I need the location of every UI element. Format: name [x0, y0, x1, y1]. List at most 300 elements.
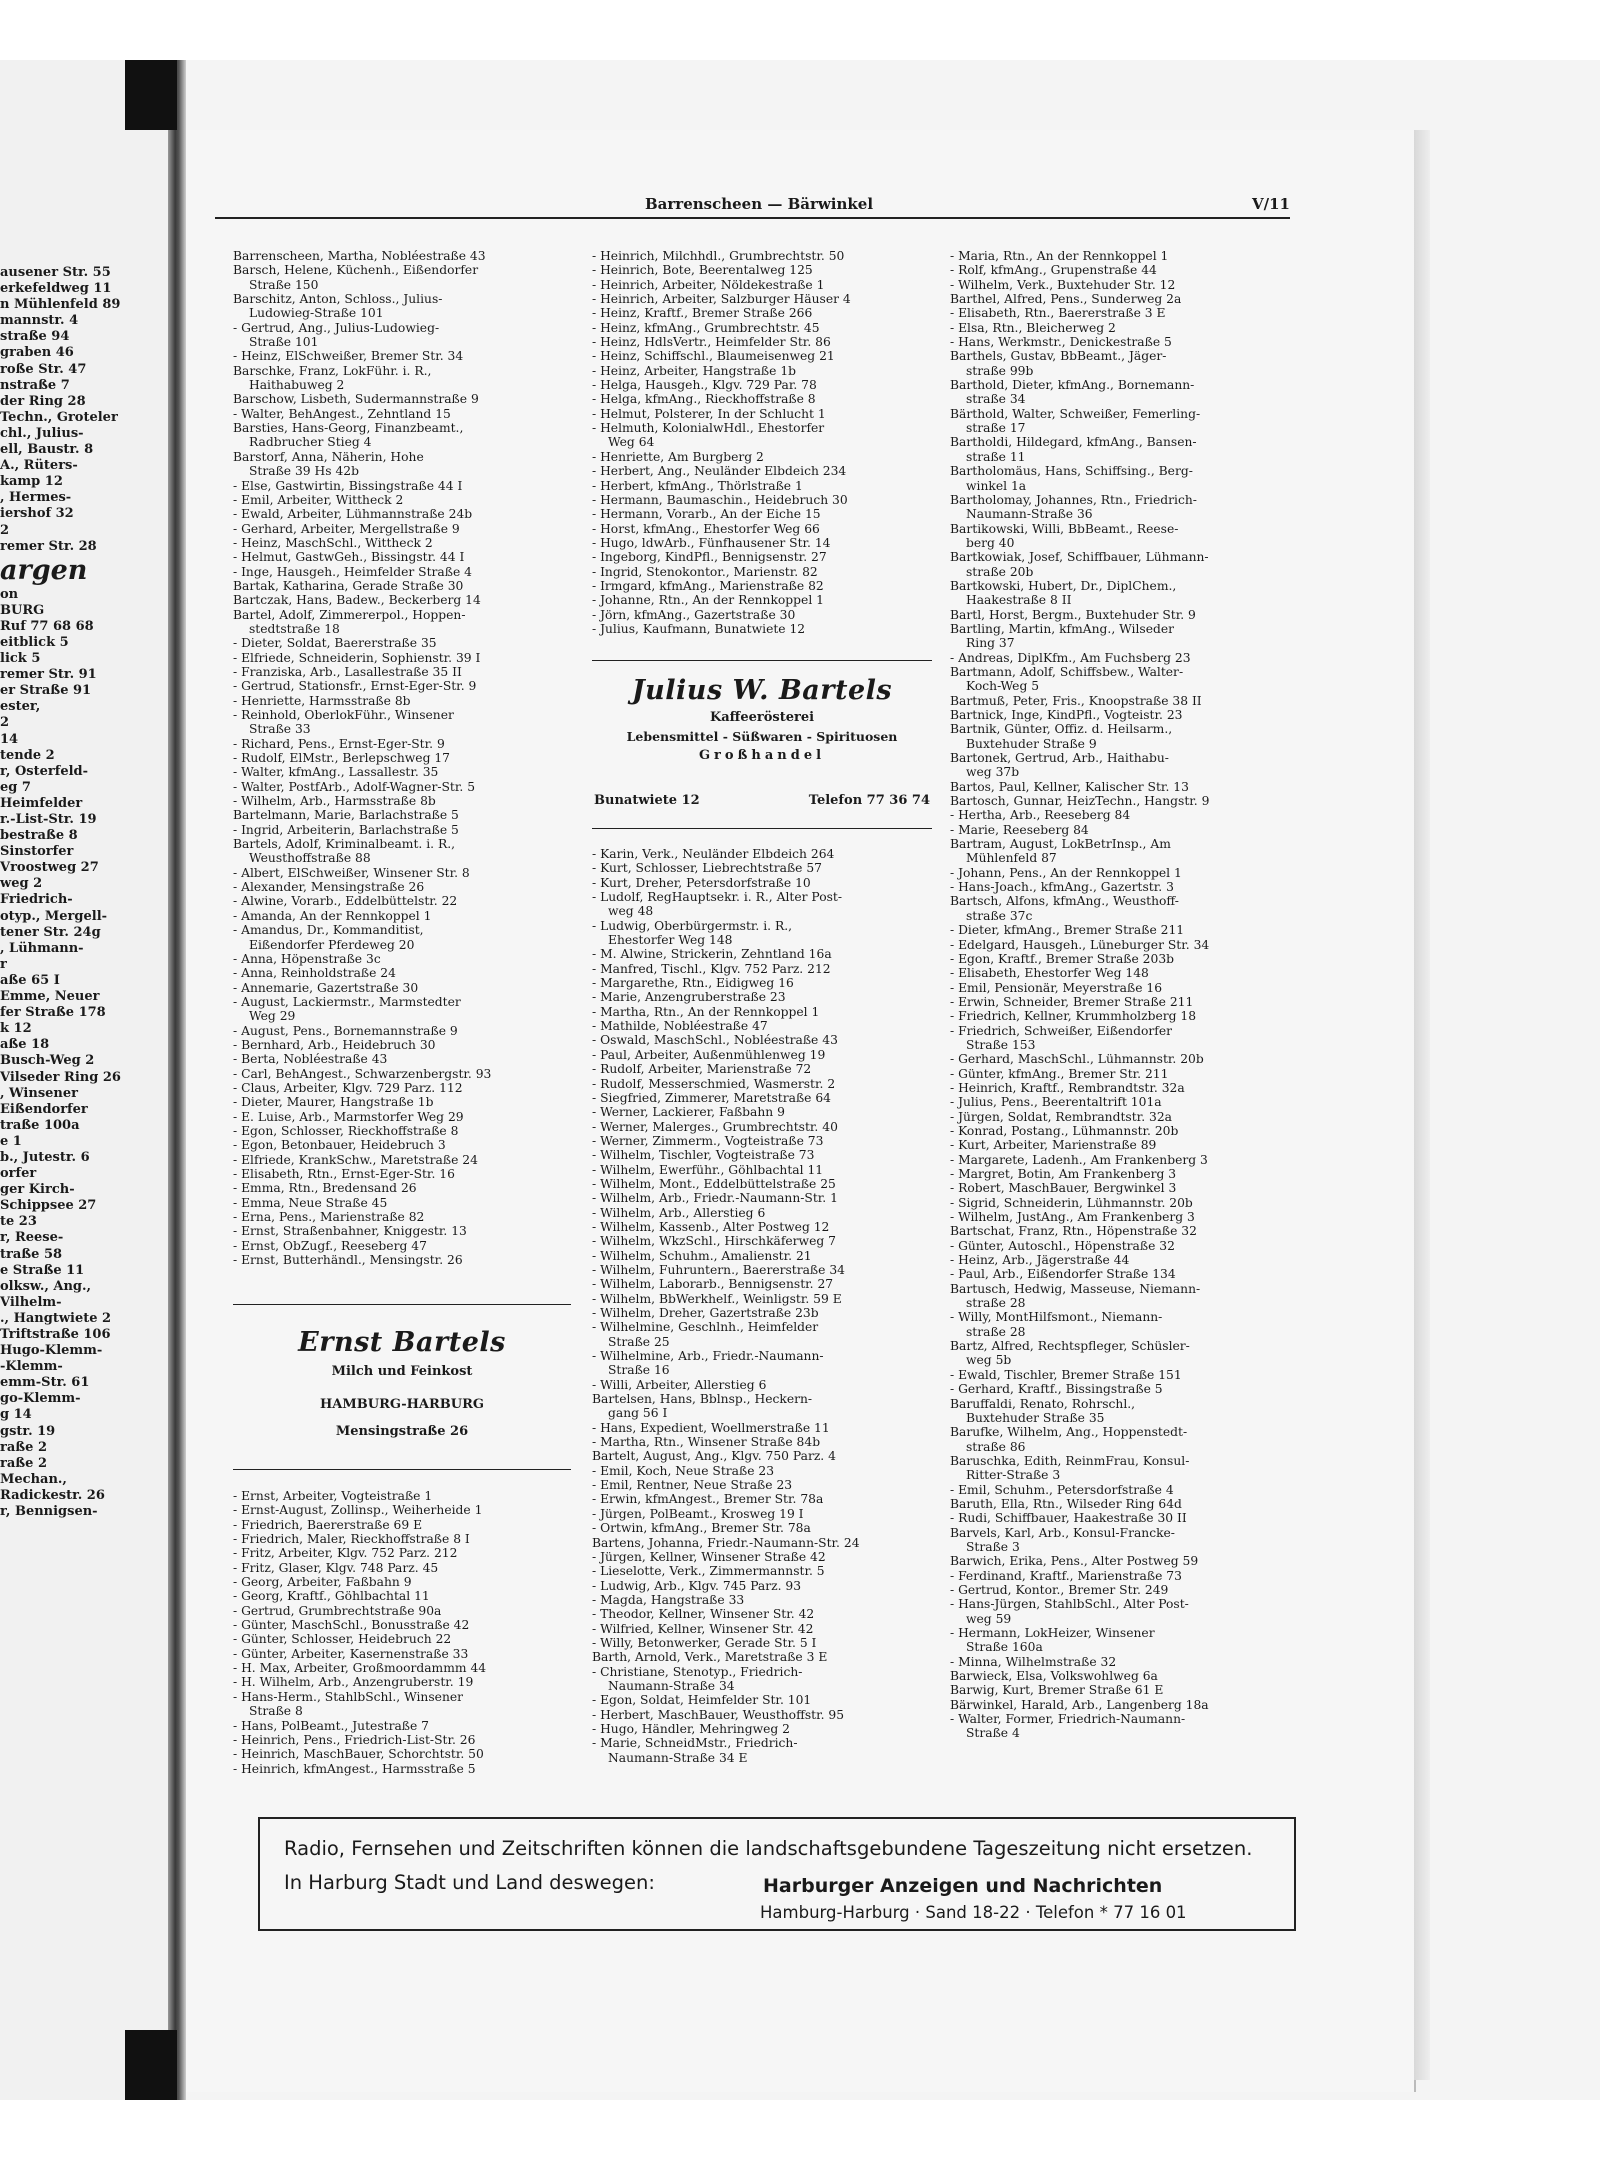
left-page-line: bestraße 8	[0, 828, 78, 844]
left-page-text	[0, 265, 170, 1520]
directory-entry: - Paul, Arb., Eißendorfer Straße 134	[950, 1267, 1176, 1282]
directory-entry: Bartosch, Gunnar, HeizTechn., Hangstr. 9	[950, 794, 1210, 809]
directory-entry: - Günter, Autoschl., Höpenstraße 32	[950, 1238, 1175, 1253]
directory-entry: - Dieter, kfmAng., Bremer Straße 211	[950, 923, 1185, 938]
directory-entry: - Christiane, Stenotyp., Friedrich-	[592, 1664, 803, 1679]
directory-entry: - Ingrid, Stenokontor., Marienstr. 82	[592, 564, 818, 579]
directory-entry: - Friedrich, Baererstraße 69 E	[233, 1517, 423, 1532]
left-page-fragment	[0, 60, 175, 2100]
directory-entry: - H. Max, Arbeiter, Großmoordammm 44	[233, 1661, 487, 1676]
directory-entry: - Amanda, An der Rennkoppel 1	[233, 908, 432, 923]
book-gutter	[168, 60, 186, 2100]
directory-entry: Straße 33	[249, 722, 311, 737]
directory-entry: - Wilhelm, Arb., Harmsstraße 8b	[233, 794, 436, 809]
directory-entry: Eißendorfer Pferdeweg 20	[249, 937, 415, 952]
directory-entry: - Georg, Kraftf., Göhlbachtal 11	[233, 1589, 430, 1604]
binding-clip-top	[125, 60, 177, 130]
directory-entry: - Inge, Hausgeh., Heimfelder Straße 4	[233, 564, 472, 579]
left-page-line: der Ring 28	[0, 393, 86, 409]
directory-entry: straße 86	[966, 1439, 1026, 1454]
directory-entry: Straße 160a	[966, 1640, 1043, 1655]
directory-entry: - Erwin, kfmAngest., Bremer Str. 78a	[592, 1492, 824, 1507]
directory-entry: - Heinrich, Pens., Friedrich-List-Str. 26	[233, 1732, 476, 1747]
directory-entry: - Horst, kfmAng., Ehestorfer Weg 66	[592, 521, 820, 536]
directory-entry: - H. Wilhelm, Arb., Anzengruberstr. 19	[233, 1675, 474, 1690]
directory-entry: - Fritz, Glaser, Klgv. 748 Parz. 45	[233, 1560, 439, 1575]
directory-entry: - Margarete, Ladenh., Am Frankenberg 3	[950, 1152, 1208, 1167]
directory-entry: - Walter, BehAngest., Zehntland 15	[233, 406, 451, 421]
directory-entry: Naumann-Straße 34 E	[608, 1750, 748, 1765]
directory-entry: - Hans, PolBeamt., Jutestraße 7	[233, 1718, 430, 1733]
directory-entry: Bartonek, Gertrud, Arb., Haithabu-	[950, 751, 1169, 766]
directory-entry: Baruffaldi, Renato, Rohrschl.,	[950, 1396, 1136, 1411]
directory-entry: - Walter, Former, Friedrich-Naumann-	[950, 1712, 1186, 1727]
directory-entry: - Ewald, Arbeiter, Lühmannstraße 24b	[233, 507, 473, 522]
directory-entry: - Ingrid, Arbeiterin, Barlachstraße 5	[233, 822, 459, 837]
left-page-line: Eißendorfer	[0, 1101, 88, 1117]
directory-entry: - Helga, kfmAng., Rieckhoffstraße 8	[592, 392, 816, 407]
directory-entry: - Elfriede, KrankSchw., Maretstraße 24	[233, 1152, 478, 1167]
left-page-line: b., Jutestr. 6	[0, 1149, 90, 1165]
left-page-line: graben 46	[0, 345, 74, 361]
newspaper-advertisement	[258, 1817, 1296, 1931]
directory-entry: - Reinhold, OberlokFühr., Winsener	[233, 708, 454, 722]
ad-julius-line2: Lebensmittel - Süßwaren - Spirituosen	[626, 729, 898, 744]
directory-entry: straße 34	[966, 392, 1026, 407]
directory-entry: - Kurt, Schlosser, Liebrechtstraße 57	[592, 861, 823, 876]
directory-entry: Bartschat, Franz, Rtn., Höpenstraße 32	[950, 1224, 1197, 1239]
left-page-line: ., Hangtwiete 2	[0, 1310, 112, 1326]
directory-entry: - Heinrich, Arbeiter, Nöldekestraße 1	[592, 277, 825, 292]
directory-entry: Mühlenfeld 87	[966, 851, 1057, 866]
directory-entry: - Emil, Arbeiter, Wittheck 2	[233, 492, 404, 507]
directory-entry: Barwich, Erika, Pens., Alter Postweg 59	[950, 1554, 1199, 1569]
directory-entry: Buxtehuder Straße 9	[966, 736, 1097, 751]
left-page-line: , Winsener	[0, 1085, 78, 1101]
directory-entry: Barwieck, Elsa, Volkswohlweg 6a	[950, 1669, 1158, 1684]
left-page-line: 2	[0, 522, 10, 538]
left-page-line: raße 2	[0, 1455, 47, 1471]
directory-entry: - Henriette, Harmsstraße 8b	[233, 693, 411, 708]
directory-entry: - Willi, Arbeiter, Allerstieg 6	[592, 1377, 767, 1392]
directory-entry: Straße 101	[249, 335, 319, 350]
column-1	[233, 249, 573, 1267]
directory-entry: - Günter, kfmAng., Bremer Str. 211	[950, 1066, 1169, 1081]
directory-entry: - Albert, ElSchweißer, Winsener Str. 8	[233, 865, 470, 880]
directory-entry: Koch-Weg 5	[966, 679, 1040, 694]
left-page-line: weg 2	[0, 876, 43, 892]
directory-entry: Naumann-Straße 36	[966, 507, 1093, 522]
directory-entry: - Ernst, Straßenbahner, Kniggestr. 13	[233, 1224, 467, 1239]
directory-entry: - Gertrud, Ang., Julius-Ludowieg-	[233, 320, 440, 335]
left-page-line: fer Straße 178	[0, 1005, 106, 1021]
directory-entry: - E. Luise, Arb., Marmstorfer Weg 29	[233, 1109, 464, 1124]
left-page-line: olksw., Ang.,	[0, 1278, 92, 1294]
directory-entry: - Heinz, Schiffschl., Blaumeisenweg 21	[592, 349, 835, 364]
directory-entry: weg 48	[608, 904, 654, 919]
directory-entry: - Amandus, Dr., Kommanditist,	[233, 923, 424, 938]
directory-entry: Straße 3	[966, 1539, 1020, 1554]
directory-entry: - Konrad, Postang., Lühmannstr. 20b	[950, 1123, 1179, 1138]
directory-entry: weg 59	[966, 1611, 1012, 1626]
left-page-line: -Klemm-	[0, 1359, 63, 1375]
page-header	[215, 195, 1290, 219]
directory-entry: Barsch, Helene, Küchenh., Eißendorfer	[233, 263, 479, 278]
directory-entry: - Maria, Rtn., An der Rennkoppel 1	[950, 249, 1169, 263]
directory-entry: Barstorf, Anna, Näherin, Hohe	[233, 449, 424, 464]
directory-entry: Baruth, Ella, Rtn., Wilseder Ring 64d	[950, 1496, 1182, 1511]
directory-entry: - Hugo, ldwArb., Fünfhausener Str. 14	[592, 535, 831, 550]
directory-entry: Barthold, Dieter, kfmAng., Bornemann-	[950, 378, 1195, 393]
left-page-line: go-Klemm-	[0, 1391, 81, 1407]
directory-entry: - Marie, Anzengruberstraße 23	[592, 990, 786, 1005]
directory-entry: Barth, Arnold, Verk., Maretstraße 3 E	[592, 1650, 828, 1665]
directory-entry: - Kurt, Arbeiter, Marienstraße 89	[950, 1138, 1157, 1153]
directory-entry: - Heinrich, Kraftf., Rembrandtstr. 32a	[950, 1080, 1185, 1095]
left-page-line: e 1	[0, 1133, 22, 1149]
directory-entry: Bartholdi, Hildegard, kfmAng., Bansen-	[950, 435, 1197, 450]
directory-entry: straße 28	[966, 1324, 1026, 1339]
directory-entry: - Egon, Schlosser, Rieckhoffstraße 8	[233, 1123, 459, 1138]
left-page-line: BURG	[0, 602, 45, 618]
ad-rule-top	[233, 1304, 571, 1305]
directory-entry: Naumann-Straße 34	[608, 1678, 735, 1693]
directory-entry: Bartelmann, Marie, Barlachstraße 5	[233, 808, 459, 823]
directory-entry: - Rudi, Schiffbauer, Haakestraße 30 II	[950, 1511, 1187, 1526]
directory-entry: - Fritz, Arbeiter, Klgv. 752 Parz. 212	[233, 1546, 458, 1561]
directory-entry: Barsties, Hans-Georg, Finanzbeamt.,	[233, 421, 464, 436]
directory-entry: Bartkowiak, Josef, Schiffbauer, Lühmann-	[950, 550, 1209, 565]
directory-entry: gang 56 I	[608, 1406, 668, 1421]
directory-entry: Barschitz, Anton, Schloss., Julius-	[233, 292, 443, 307]
ad-julius-line1: Kaffeerösterei	[709, 710, 815, 725]
directory-entry: - Minna, Wilhelmstraße 32	[950, 1654, 1117, 1669]
directory-entry: - Emil, Rentner, Neue Straße 23	[592, 1478, 793, 1493]
left-page-line: traße 100a	[0, 1117, 80, 1133]
directory-entry: Bartnick, Inge, KindPfl., Vogteistr. 23	[950, 708, 1183, 722]
directory-entry: - Manfred, Tischl., Klgv. 752 Parz. 212	[592, 961, 831, 976]
directory-entry: Baruschka, Edith, ReinmFrau, Konsul-	[950, 1453, 1190, 1468]
directory-entry: - Rolf, kfmAng., Grupenstraße 44	[950, 263, 1157, 278]
directory-entry: - Günter, MaschSchl., Bonusstraße 42	[233, 1618, 470, 1633]
left-page-line: ger Kirch-	[0, 1182, 75, 1198]
directory-entry: - Hans, Expedient, Woellmerstraße 11	[592, 1420, 830, 1435]
directory-entry: straße 99b	[966, 363, 1034, 378]
directory-entry: Barthel, Alfred, Pens., Sunderweg 2a	[950, 292, 1182, 307]
directory-entry: - Ferdinand, Kraftf., Marienstraße 73	[950, 1568, 1182, 1583]
directory-entry: - August, Pens., Bornemannstraße 9	[233, 1023, 458, 1038]
directory-entry: - Wilhelm, Mont., Eddelbüttelstraße 25	[592, 1176, 836, 1191]
directory-entry: - Friedrich, Kellner, Krummholzberg 18	[950, 1009, 1197, 1024]
directory-entry: - Hans-Jürgen, StahlbSchl., Alter Post-	[950, 1597, 1189, 1612]
left-page-line: remer Str. 28	[0, 538, 97, 554]
directory-entry: - Walter, PostfArb., Adolf-Wagner-Str. 5	[233, 779, 476, 794]
left-page-line: er Straße 91	[0, 683, 92, 699]
directory-entry: Weg 29	[249, 1009, 296, 1024]
directory-entry: - Siegfried, Zimmerer, Maretstraße 64	[592, 1090, 832, 1105]
directory-entry: - Margarethe, Rtn., Eidigweg 16	[592, 976, 794, 991]
directory-entry: Barrenscheen, Martha, Nobléestraße 43	[233, 249, 486, 263]
directory-entry: - Rudolf, Messerschmied, Wasmerstr. 2	[592, 1076, 836, 1091]
left-page-line: e Straße 11	[0, 1262, 85, 1278]
directory-entry: - Franziska, Arb., Lasallestraße 35 II	[233, 664, 462, 679]
left-page-line: 14	[0, 731, 19, 747]
left-page-line: raße 2	[0, 1439, 47, 1455]
directory-entry: - Wilhelm, Tischler, Vogteistraße 73	[592, 1148, 815, 1163]
directory-entry: - Lieselotte, Verk., Zimmermannstr. 5	[592, 1564, 825, 1579]
left-page-line: r, Osterfeld-	[0, 763, 89, 779]
directory-entry: - Heinrich, MaschBauer, Schorchtstr. 50	[233, 1747, 484, 1762]
ad-julius-bartels	[592, 675, 932, 765]
directory-entry: - Dieter, Soldat, Baererstraße 35	[233, 636, 437, 651]
ad-ernst-subtitle: Milch und Feinkost	[331, 1364, 473, 1379]
left-page-line: eg 7	[0, 779, 31, 795]
directory-entry: Barschke, Franz, LokFühr. i. R.,	[233, 363, 432, 378]
directory-entry: - Carl, BehAngest., Schwarzenbergstr. 93	[233, 1066, 492, 1081]
directory-entry: Weg 64	[608, 435, 655, 450]
column-2	[592, 249, 932, 636]
column-3	[950, 249, 1290, 1741]
directory-entry: - Hermann, Baumaschin., Heidebruch 30	[592, 492, 848, 507]
directory-entry: - Emma, Neue Straße 45	[233, 1195, 388, 1210]
header-title: Barrenscheen — Bärwinkel	[645, 195, 874, 213]
directory-entry: Bartsch, Alfons, kfmAng., Weusthoff-	[950, 894, 1179, 909]
directory-entry: weg 5b	[966, 1353, 1012, 1368]
left-page-line: Vilseder Ring 26	[0, 1069, 121, 1085]
directory-entry: straße 20b	[966, 564, 1034, 579]
directory-entry: - Herbert, MaschBauer, Weusthoffstr. 95	[592, 1707, 845, 1722]
directory-entry: Ehestorfer Weg 148	[608, 933, 733, 948]
left-page-line: 2	[0, 715, 10, 731]
directory-entry: Buxtehuder Straße 35	[966, 1410, 1105, 1425]
directory-entry: - Emma, Rtn., Bredensand 26	[233, 1181, 417, 1196]
bottom-ad-address: Hamburg-Harburg · Sand 18-22 · Telefon * 77 16 01	[760, 1903, 1187, 1922]
column-1-continued	[233, 1489, 573, 1776]
directory-entry: - Wilhelm, Ewerführ., Göhlbachtal 11	[592, 1162, 824, 1177]
directory-entry: - Bernhard, Arb., Heidebruch 30	[233, 1037, 436, 1052]
ad-ernst-city: HAMBURG-HARBURG	[319, 1397, 485, 1412]
directory-entry: - Helmut, Polsterer, In der Schlucht 1	[592, 406, 826, 421]
directory-entry: - Elisabeth, Rtn., Baererstraße 3 E	[950, 306, 1166, 321]
left-page-line: aße 18	[0, 1037, 50, 1053]
directory-entry: Bartnik, Günter, Offiz. d. Heilsarm.,	[950, 722, 1173, 737]
directory-entry: Ring 37	[966, 636, 1015, 651]
page-number: V/11	[1252, 195, 1290, 213]
directory-entry: - Margret, Botin, Am Frankenberg 3	[950, 1167, 1177, 1181]
directory-entry: - Wilhelm, WkzSchl., Hirschkäferweg 7	[592, 1234, 836, 1249]
directory-entry: Bartz, Alfred, Rechtspfleger, Schüsler-	[950, 1339, 1190, 1354]
directory-entry: - Ewald, Tischler, Bremer Straße 151	[950, 1367, 1182, 1382]
directory-entry: - Magda, Hangstraße 33	[592, 1592, 745, 1607]
directory-entry: - Wilhelm, Schuhm., Amalienstr. 21	[592, 1248, 812, 1263]
left-page-line: Hugo-Klemm-	[0, 1343, 103, 1359]
directory-entry: Straße 16	[608, 1363, 670, 1378]
directory-entry: - Egon, Soldat, Heimfelder Str. 101	[592, 1693, 812, 1708]
directory-entry: - Alwine, Vorarb., Eddelbüttelstr. 22	[233, 894, 458, 909]
directory-entry: - Hertha, Arb., Reeseberg 84	[950, 808, 1131, 823]
directory-entry: - Rudolf, ElMstr., Berlepschweg 17	[233, 751, 451, 766]
directory-entry: - Julius, Kaufmann, Bunatwiete 12	[592, 621, 806, 636]
directory-entry: Ludowieg-Straße 101	[249, 306, 384, 321]
directory-entry: - Wilhelm, JustAng., Am Frankenberg 3	[950, 1210, 1195, 1225]
directory-entry: Straße 39 Hs 42b	[249, 464, 359, 479]
directory-entry: - Heinz, Kraftf., Bremer Straße 266	[592, 306, 813, 321]
left-page-line: Mechan.,	[0, 1471, 67, 1487]
left-page-line: chl., Julius-	[0, 425, 84, 441]
directory-entry: - Ernst, ObZugf., Reeseberg 47	[233, 1238, 427, 1253]
ad-ernst-address: Mensingstraße 26	[335, 1424, 469, 1439]
directory-entry: Bartusch, Hedwig, Masseuse, Niemann-	[950, 1281, 1201, 1296]
left-page-line: Vroostweg 27	[0, 860, 99, 876]
left-page-line: ell, Baustr. 8	[0, 442, 94, 458]
left-page-line: r.-List-Str. 19	[0, 812, 97, 827]
left-page-line: Ruf 77 68 68	[0, 618, 94, 634]
directory-entry: - Ludwig, Oberbürgermstr. i. R.,	[592, 918, 793, 933]
directory-entry: - August, Lackiermstr., Marmstedter	[233, 994, 461, 1009]
directory-entry: - Ingeborg, KindPfl., Bennigsenstr. 27	[592, 550, 827, 565]
left-page-line: Sinstorfer	[0, 844, 74, 860]
left-page-line: orfer	[0, 1166, 37, 1182]
left-page-line: te 23	[0, 1214, 37, 1230]
directory-entry: Bartel, Adolf, Zimmererpol., Hoppen-	[233, 607, 466, 622]
directory-entry: - Gertrud, Grumbrechtstraße 90a	[233, 1603, 442, 1618]
directory-entry: straße 37c	[966, 908, 1033, 923]
directory-entry: Straße 153	[966, 1037, 1036, 1052]
directory-entry: Haithabuweg 2	[249, 378, 345, 393]
directory-entry: Bartmuß, Peter, Fris., Knoopstraße 38 II	[950, 693, 1202, 708]
directory-entry: - Martha, Rtn., An der Rennkoppel 1	[592, 1004, 820, 1019]
left-page-line: g 14	[0, 1407, 32, 1423]
directory-entry: - Heinz, MaschSchl., Wittheck 2	[233, 535, 433, 550]
directory-entry: Bartholomay, Johannes, Rtn., Friedrich-	[950, 492, 1197, 507]
directory-entry: - Heinrich, kfmAngest., Harmsstraße 5	[233, 1761, 476, 1776]
ad-julius-line3: Großhandel	[698, 748, 826, 763]
directory-entry: - Heinrich, Bote, Beerentalweg 125	[592, 263, 813, 278]
directory-entry: - Ludolf, RegHauptsekr. i. R., Alter Post-	[592, 890, 843, 905]
directory-entry: stedtstraße 18	[249, 621, 340, 636]
directory-entry: - Claus, Arbeiter, Klgv. 729 Parz. 112	[233, 1080, 463, 1095]
left-page-line: lick 5	[0, 651, 41, 667]
ad-julius-rule-bottom	[592, 828, 932, 829]
directory-entry: - Oswald, MaschSchl., Nobléestraße 43	[592, 1033, 838, 1048]
bottom-ad-newspaper-name: Harburger Anzeigen und Nachrichten	[763, 1875, 1163, 1897]
directory-entry: - Edelgard, Hausgeh., Lüneburger Str. 34	[950, 937, 1210, 952]
directory-entry: - Herbert, Ang., Neuländer Elbdeich 234	[592, 464, 847, 479]
directory-entry: - Willy, Betonwerker, Gerade Str. 5 I	[592, 1635, 817, 1650]
directory-entry: - Jürgen, Kellner, Winsener Straße 42	[592, 1549, 826, 1564]
directory-entry: - Heinz, Arb., Jägerstraße 44	[950, 1253, 1130, 1268]
directory-entry: - Gerhard, Arbeiter, Mergellstraße 9	[233, 521, 460, 536]
directory-entry: Barschow, Lisbeth, Sudermannstraße 9	[233, 392, 479, 407]
left-page-line: traße 58	[0, 1246, 63, 1262]
ad-julius-street: Bunatwiete 12	[594, 793, 700, 808]
left-page-line: Triftstraße 106	[0, 1327, 111, 1342]
directory-entry: Bärthold, Walter, Schweißer, Femerling-	[950, 406, 1201, 421]
binding-clip-bottom	[125, 2030, 177, 2100]
left-page-line: Techn., Groteler	[0, 409, 118, 425]
directory-entry: - Elsa, Rtn., Bleicherweg 2	[950, 320, 1116, 335]
directory-entry: - Günter, Arbeiter, Kasernenstraße 33	[233, 1646, 469, 1661]
directory-entry: - Wilhelmine, Arb., Friedr.-Naumann-	[592, 1349, 824, 1364]
left-page-line: erkefeldweg 11	[0, 281, 112, 297]
directory-entry: - Erna, Pens., Marienstraße 82	[233, 1210, 425, 1225]
directory-entry: - Werner, Lackierer, Faßbahn 9	[592, 1105, 785, 1120]
directory-entry: - Emil, Koch, Neue Straße 23	[592, 1463, 775, 1478]
directory-entry: - Anna, Reinholdstraße 24	[233, 966, 396, 981]
directory-entry: - Marie, Reeseberg 84	[950, 822, 1089, 837]
directory-entry: Ritter-Straße 3	[966, 1468, 1061, 1483]
directory-entry: - Gerhard, MaschSchl., Lühmannstr. 20b	[950, 1052, 1204, 1067]
directory-entry: - Herbert, kfmAng., Thörlstraße 1	[592, 478, 803, 493]
directory-entry: Barufke, Wilhelm, Ang., Hoppenstedt-	[950, 1425, 1188, 1440]
directory-entry: - M. Alwine, Strickerin, Zehntland 16a	[592, 947, 832, 962]
directory-entry: Weusthoffstraße 88	[249, 851, 371, 866]
directory-entry: - Hans-Joach., kfmAng., Gazertstr. 3	[950, 880, 1174, 895]
directory-entry: - Wilfried, Kellner, Winsener Str. 42	[592, 1621, 814, 1636]
directory-entry: - Erwin, Schneider, Bremer Straße 211	[950, 994, 1194, 1009]
directory-entry: - Theodor, Kellner, Winsener Str. 42	[592, 1607, 815, 1622]
directory-entry: - Henriette, Am Burgberg 2	[592, 449, 764, 464]
left-page-line: , Lühmann-	[0, 940, 84, 956]
directory-entry: - Heinrich, Milchhdl., Grumbrechtstr. 50	[592, 249, 845, 263]
directory-entry: - Andreas, DiplKfm., Am Fuchsberg 23	[950, 650, 1191, 665]
directory-entry: straße 28	[966, 1296, 1026, 1311]
directory-entry: - Heinz, kfmAng., Grumbrechtstr. 45	[592, 320, 820, 335]
left-page-line: Busch-Weg 2	[0, 1053, 95, 1069]
left-page-line: gstr. 19	[0, 1423, 56, 1439]
directory-entry: Bartkowski, Hubert, Dr., DiplChem.,	[950, 578, 1177, 593]
left-page-line: ester,	[0, 699, 41, 715]
left-page-line: r, Bennigsen-	[0, 1504, 98, 1520]
directory-entry: - Karin, Verk., Neuländer Elbdeich 264	[592, 847, 835, 861]
directory-entry: - Friedrich, Maler, Rieckhoffstraße 8 I	[233, 1532, 470, 1547]
directory-entry: - Emil, Schuhm., Petersdorfstraße 4	[950, 1482, 1174, 1497]
directory-entry: Bartram, August, LokBetrInsp., Am	[950, 837, 1171, 852]
directory-entry: - Heinz, Arbeiter, Hangstraße 1b	[592, 363, 797, 378]
left-page-line: tener Str. 24g	[0, 924, 101, 940]
left-page-line: Heimfelder	[0, 795, 83, 811]
left-page-line: kamp 12	[0, 474, 63, 490]
left-page-line: tende 2	[0, 747, 55, 763]
directory-entry: - Dieter, Maurer, Hangstraße 1b	[233, 1095, 434, 1110]
left-page-line: , Hermes-	[0, 490, 72, 506]
left-page-line: otyp., Mergell-	[0, 908, 108, 924]
ad-julius-phone: Telefon 77 36 74	[808, 793, 930, 808]
directory-entry: Barwig, Kurt, Bremer Straße 61 E	[950, 1683, 1164, 1698]
directory-entry: - Wilhelm, Fuhruntern., Baererstraße 34	[592, 1262, 845, 1277]
directory-entry: Bartholomäus, Hans, Schiffsing., Berg-	[950, 464, 1193, 479]
directory-entry: - Ernst-August, Zollinsp., Weiherheide 1	[233, 1503, 483, 1518]
left-page-line: Schippsee 27	[0, 1198, 97, 1214]
ad-julius-title: Julius W. Bartels	[631, 675, 893, 706]
left-page-line: iershof 32	[0, 506, 74, 522]
directory-entry: straße 17	[966, 421, 1026, 436]
directory-entry: - Wilhelm, BbWerkhelf., Weinligstr. 59 E	[592, 1291, 842, 1306]
directory-entry: winkel 1a	[966, 478, 1027, 493]
directory-entry: - Berta, Nobléestraße 43	[233, 1052, 388, 1067]
directory-entry: - Jürgen, Soldat, Rembrandtstr. 32a	[950, 1109, 1172, 1124]
left-page-line: Emme, Neuer	[0, 989, 100, 1005]
directory-entry: - Mathilde, Nobléestraße 47	[592, 1019, 768, 1034]
directory-entry: - Jürgen, PolBeamt., Krosweg 19 I	[592, 1506, 804, 1521]
directory-entry: - Johann, Pens., An der Rennkoppel 1	[950, 865, 1182, 880]
directory-entry: - Hans-Herm., StahlbSchl., Winsener	[233, 1689, 464, 1704]
left-page-line: mannstr. 4	[0, 313, 79, 329]
directory-entry: - Ludwig, Arb., Klgv. 745 Parz. 93	[592, 1578, 802, 1593]
bottom-ad-line2: In Harburg Stadt und Land deswegen:	[284, 1871, 655, 1894]
directory-entry: Bartczak, Hans, Badew., Beckerberg 14	[233, 593, 481, 608]
left-page-line: r, Reese-	[0, 1230, 64, 1246]
